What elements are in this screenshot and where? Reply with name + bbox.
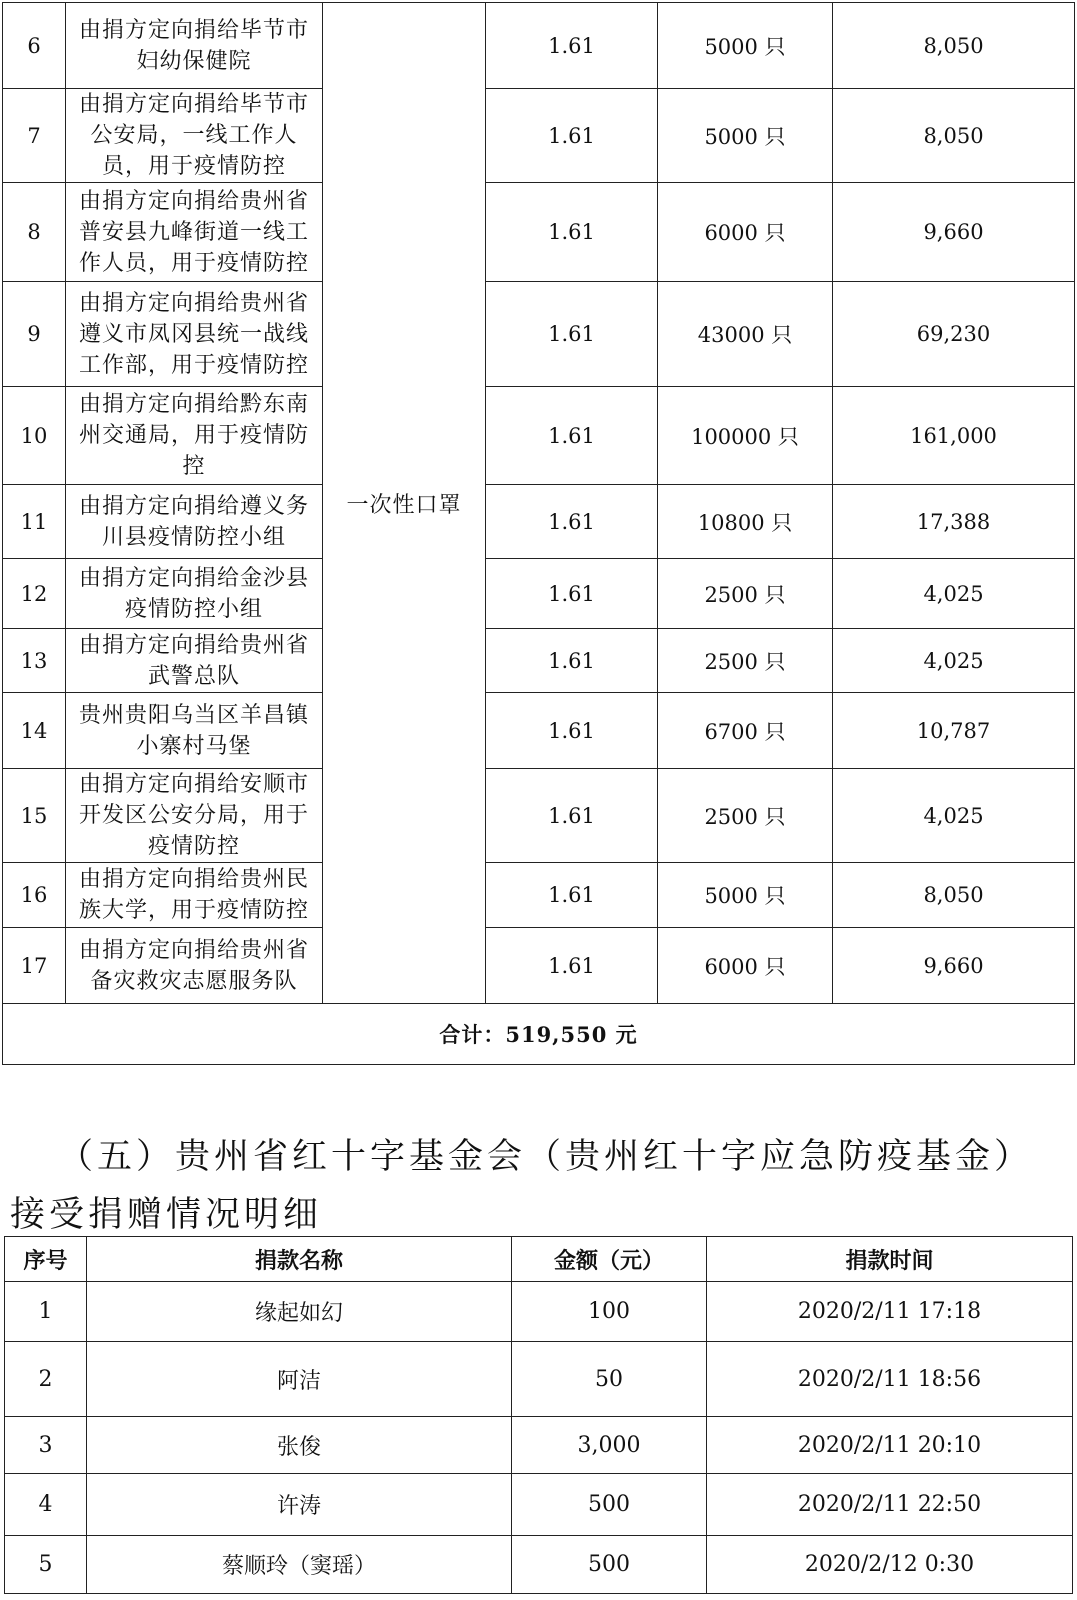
amount: 4,025 <box>833 629 1075 693</box>
table-row <box>3 89 1075 183</box>
total-amount: 合计：519,550 元 <box>3 1004 1075 1065</box>
row-number: 16 <box>3 863 66 928</box>
amount: 9,660 <box>833 928 1075 1004</box>
unit-price: 1.61 <box>486 485 658 559</box>
donation-time: 2020/2/12 0:30 <box>707 1536 1073 1594</box>
amount: 4,025 <box>833 559 1075 629</box>
unit-price: 1.61 <box>486 559 658 629</box>
total-row <box>3 1004 1075 1065</box>
table-row <box>5 1342 1073 1417</box>
donation-time: 2020/2/11 20:10 <box>707 1417 1073 1474</box>
quantity: 10800 只 <box>658 485 833 559</box>
donation-time: 2020/2/11 18:56 <box>707 1342 1073 1417</box>
table-row <box>3 282 1075 387</box>
unit-price: 1.61 <box>486 928 658 1004</box>
donation-amount: 500 <box>512 1474 707 1536</box>
amount: 9,660 <box>833 183 1075 282</box>
donation-amount: 100 <box>512 1282 707 1342</box>
row-number: 4 <box>5 1474 87 1536</box>
unit-price: 1.61 <box>486 89 658 183</box>
unit-price: 1.61 <box>486 769 658 863</box>
row-number: 6 <box>3 3 66 89</box>
recipient-description: 由捐方定向捐给金沙县疫情防控小组 <box>66 559 323 629</box>
donor-name: 阿洁 <box>87 1342 512 1417</box>
table-row <box>3 3 1075 89</box>
quantity: 43000 只 <box>658 282 833 387</box>
donation-time: 2020/2/11 22:50 <box>707 1474 1073 1536</box>
table-row <box>3 183 1075 282</box>
header-donation-time: 捐款时间 <box>707 1237 1073 1282</box>
recipient-description: 由捐方定向捐给贵州民族大学，用于疫情防控 <box>66 863 323 928</box>
donation-time: 2020/2/11 17:18 <box>707 1282 1073 1342</box>
table-row <box>3 693 1075 769</box>
donation-amount: 500 <box>512 1536 707 1594</box>
table-row <box>3 928 1075 1004</box>
recipient-description: 由捐方定向捐给毕节市公安局，一线工作人员，用于疫情防控 <box>66 89 323 183</box>
row-number: 8 <box>3 183 66 282</box>
amount: 4,025 <box>833 769 1075 863</box>
row-number: 10 <box>3 387 66 485</box>
quantity: 6000 只 <box>658 928 833 1004</box>
unit-price: 1.61 <box>486 3 658 89</box>
section-heading <box>10 1128 1070 1244</box>
donation-detail-table <box>4 1236 1073 1594</box>
table-row <box>3 769 1075 863</box>
donor-name: 张俊 <box>87 1417 512 1474</box>
amount: 161,000 <box>833 387 1075 485</box>
amount: 10,787 <box>833 693 1075 769</box>
unit-price: 1.61 <box>486 863 658 928</box>
quantity: 5000 只 <box>658 3 833 89</box>
recipient-description: 由捐方定向捐给遵义务川县疫情防控小组 <box>66 485 323 559</box>
quantity: 2500 只 <box>658 629 833 693</box>
recipient-description: 由捐方定向捐给贵州省武警总队 <box>66 629 323 693</box>
donor-name: 蔡顺玲（窦瑶） <box>87 1536 512 1594</box>
quantity: 5000 只 <box>658 89 833 183</box>
row-number: 15 <box>3 769 66 863</box>
amount: 8,050 <box>833 863 1075 928</box>
row-number: 1 <box>5 1282 87 1342</box>
recipient-description: 由捐方定向捐给毕节市妇幼保健院 <box>66 3 323 89</box>
quantity: 2500 只 <box>658 769 833 863</box>
recipient-description: 贵州贵阳乌当区羊昌镇小寨村马堡 <box>66 693 323 769</box>
table-row <box>3 863 1075 928</box>
donation-amount: 3,000 <box>512 1417 707 1474</box>
donor-name: 许涛 <box>87 1474 512 1536</box>
table-header-row <box>5 1237 1073 1282</box>
row-number: 17 <box>3 928 66 1004</box>
amount: 69,230 <box>833 282 1075 387</box>
mask-donation-table <box>2 2 1075 1065</box>
recipient-description: 由捐方定向捐给黔东南州交通局，用于疫情防控 <box>66 387 323 485</box>
amount: 8,050 <box>833 3 1075 89</box>
row-number: 2 <box>5 1342 87 1417</box>
recipient-description: 由捐方定向捐给贵州省普安县九峰街道一线工作人员，用于疫情防控 <box>66 183 323 282</box>
quantity: 6000 只 <box>658 183 833 282</box>
unit-price: 1.61 <box>486 693 658 769</box>
row-number: 3 <box>5 1417 87 1474</box>
table-row <box>5 1282 1073 1342</box>
row-number: 14 <box>3 693 66 769</box>
table-row <box>3 387 1075 485</box>
row-number: 13 <box>3 629 66 693</box>
row-number: 5 <box>5 1536 87 1594</box>
header-number: 序号 <box>5 1237 87 1282</box>
unit-price: 1.61 <box>486 282 658 387</box>
amount: 8,050 <box>833 89 1075 183</box>
item-name: 一次性口罩 <box>323 3 486 1004</box>
unit-price: 1.61 <box>486 183 658 282</box>
table-row <box>5 1474 1073 1536</box>
header-donor-name: 捐款名称 <box>87 1237 512 1282</box>
row-number: 12 <box>3 559 66 629</box>
table-row <box>3 485 1075 559</box>
recipient-description: 由捐方定向捐给安顺市开发区公安分局，用于疫情防控 <box>66 769 323 863</box>
donation-amount: 50 <box>512 1342 707 1417</box>
table-row <box>3 559 1075 629</box>
table-row <box>3 629 1075 693</box>
row-number: 9 <box>3 282 66 387</box>
row-number: 11 <box>3 485 66 559</box>
section-title: （五）贵州省红十字基金会（贵州红十字应急防疫基金） <box>58 1137 1034 1177</box>
unit-price: 1.61 <box>486 629 658 693</box>
donor-name: 缘起如幻 <box>87 1282 512 1342</box>
amount: 17,388 <box>833 485 1075 559</box>
row-number: 7 <box>3 89 66 183</box>
section-subtitle: 接受捐赠情况明细 <box>10 1195 323 1235</box>
header-amount: 金额（元） <box>512 1237 707 1282</box>
table-row <box>5 1417 1073 1474</box>
quantity: 2500 只 <box>658 559 833 629</box>
quantity: 6700 只 <box>658 693 833 769</box>
unit-price: 1.61 <box>486 387 658 485</box>
quantity: 5000 只 <box>658 863 833 928</box>
recipient-description: 由捐方定向捐给贵州省备灾救灾志愿服务队 <box>66 928 323 1004</box>
quantity: 100000 只 <box>658 387 833 485</box>
recipient-description: 由捐方定向捐给贵州省遵义市凤冈县统一战线工作部，用于疫情防控 <box>66 282 323 387</box>
table-row <box>5 1536 1073 1594</box>
